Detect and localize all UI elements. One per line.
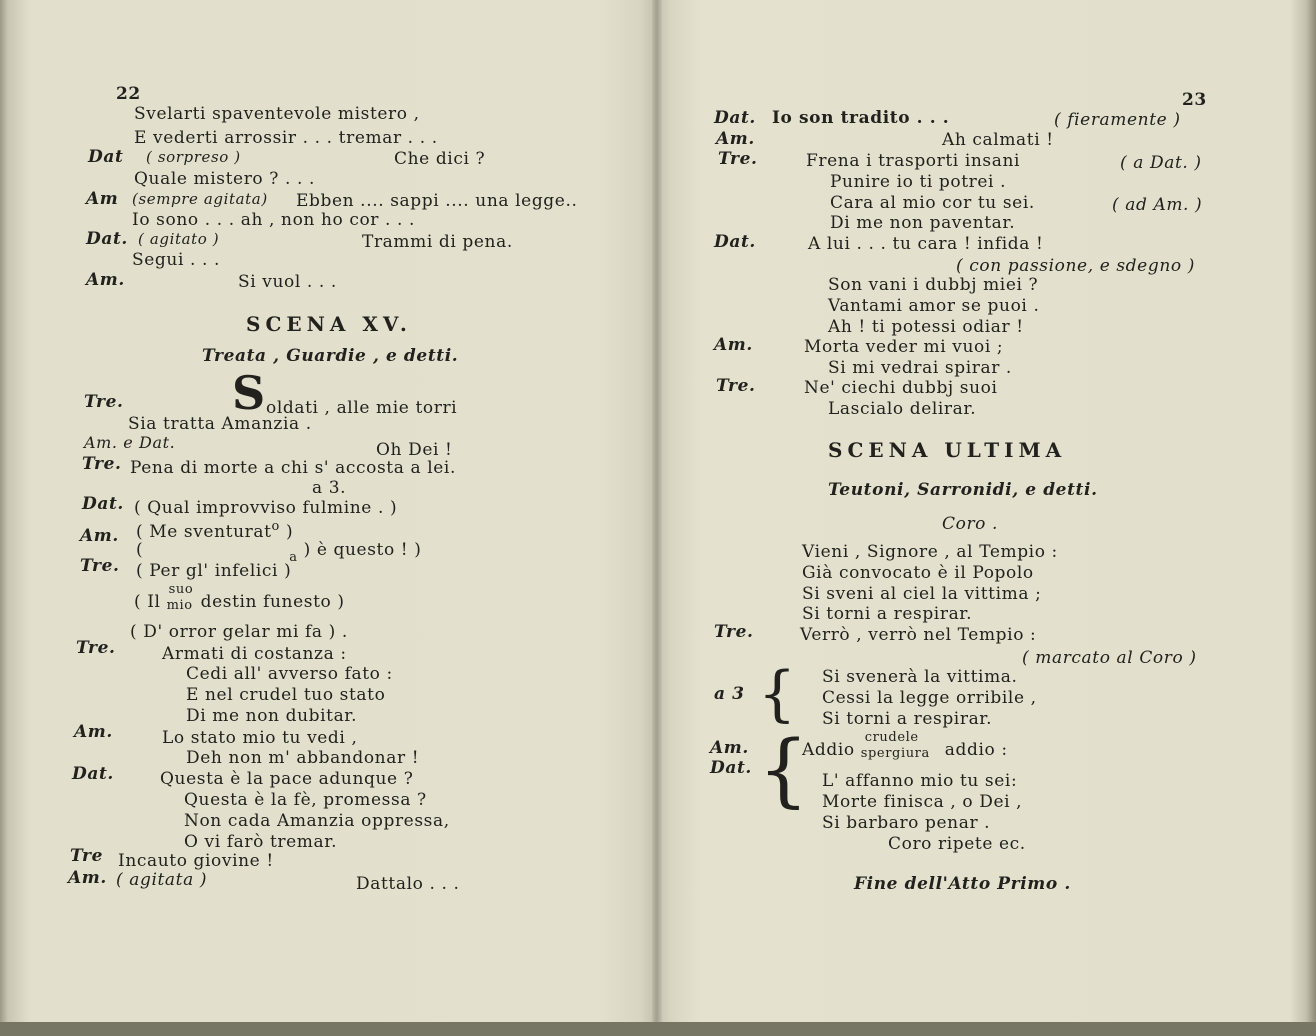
verse-line: Armati di costanza :	[162, 644, 347, 664]
chorus-label: Coro .	[942, 514, 999, 534]
speaker-label: Tre.	[714, 622, 754, 642]
stage-direction: ( sorpreso )	[146, 148, 241, 166]
brace: {	[758, 723, 809, 816]
speaker-label: Am.	[714, 335, 753, 355]
right-page	[664, 0, 1314, 1020]
speaker-label: Am.	[86, 270, 125, 290]
speaker-label: Tre.	[84, 392, 124, 412]
verse-line: Segui . . .	[132, 250, 220, 270]
verse-line: Questa è la fè, promessa ?	[184, 790, 427, 810]
verse-line: Lascialo delirar.	[828, 399, 977, 419]
verse-line: Oh Dei !	[376, 440, 453, 460]
speaker-label: Tre.	[80, 556, 120, 576]
verse-line: Cedi all' avverso fato :	[186, 664, 393, 684]
speaker-label: Dat.	[714, 108, 756, 128]
verse-line: E vederti arrossir . . . tremar . . .	[134, 128, 438, 148]
verse-line: Frena i trasporti insani	[806, 151, 1021, 171]
verse-line: Si sveni al ciel la vittima ;	[802, 584, 1042, 604]
verse-line: A lui . . . tu cara ! infida !	[808, 234, 1044, 254]
verse-line: Ah ! ti potessi odiar !	[828, 317, 1024, 337]
speaker-label: Dat	[88, 147, 124, 167]
verse-line: Verrò , verrò nel Tempio :	[800, 625, 1037, 645]
stage-direction: ( agitata )	[116, 870, 208, 890]
stage-direction: ( ad Am. )	[1112, 195, 1203, 215]
verse-line: Si vuol . . .	[238, 272, 337, 292]
scene-title: SCENA XV.	[246, 312, 412, 336]
drop-cap: S	[232, 366, 266, 420]
stage-direction: ( fieramente )	[1054, 110, 1181, 130]
verse-line: Svelarti spaventevole mistero ,	[134, 104, 420, 124]
verse-line: Cessi la legge orribile ,	[822, 688, 1037, 708]
speaker-label: Tre.	[718, 149, 758, 169]
scene-title: SCENA ULTIMA	[828, 438, 1067, 462]
verse-line: Cara al mio cor tu sei.	[830, 193, 1035, 213]
verse-line: ( Qual improvviso fulmine . )	[134, 498, 398, 518]
brace: {	[758, 659, 797, 729]
verse-line: Coro ripete ec.	[888, 834, 1026, 854]
verse-line: Vieni , Signore , al Tempio :	[802, 542, 1058, 562]
speaker-label: Am.	[74, 722, 113, 742]
speaker-label: a 3	[714, 684, 745, 704]
verse-line: Morte finisca , o Dei ,	[822, 792, 1023, 812]
verse-line: Di me non paventar.	[830, 213, 1016, 233]
verse-line: Morta veder mi vuoi ;	[804, 337, 1004, 357]
speaker-label: Am.	[80, 526, 119, 546]
verse-line: Si svenerà la vittima.	[822, 667, 1018, 687]
speaker-label: Dat.	[82, 494, 124, 514]
speaker-label: Am.	[716, 129, 755, 149]
verse-line: Io sono . . . ah , non ho cor . . .	[132, 210, 416, 230]
speaker-label: Dat.	[714, 232, 756, 252]
stage-direction: ( con passione, e sdegno )	[956, 256, 1195, 276]
verse-line: L' affanno mio tu sei:	[822, 771, 1018, 791]
speaker-label: Tre.	[76, 638, 116, 658]
verse-line: oldati , alle mie torri	[266, 398, 458, 418]
verse-line: Pena di morte a chi s' accosta a lei.	[130, 458, 456, 478]
verse-line: Di me non dubitar.	[186, 706, 358, 726]
book-gutter	[652, 0, 662, 1036]
verse-line: Questa è la pace adunque ?	[160, 769, 414, 789]
verse-line: Quale mistero ? . . .	[134, 169, 315, 189]
verse-line: Si torni a respirar.	[802, 604, 973, 624]
verse-line: Punire io ti potrei .	[830, 172, 1007, 192]
speaker-label: Tre.	[716, 376, 756, 396]
speaker-label: Am.	[710, 738, 749, 758]
stage-direction: ( a Dat. )	[1120, 153, 1202, 173]
verse-line: ( Per gl' infelici )	[136, 561, 292, 581]
verse-line: Io son tradito . . .	[772, 108, 950, 128]
book-bottom-edge	[0, 1022, 1316, 1036]
verse-line: O vi farò tremar.	[184, 832, 338, 852]
speaker-label: Dat.	[72, 764, 114, 784]
speaker-label: Am.	[68, 868, 107, 888]
verse-line: ( Me sventurat$^o$ )	[136, 519, 294, 542]
speaker-label: Tre.	[82, 454, 122, 474]
verse-line: Ne' ciechi dubbj suoi	[804, 378, 998, 398]
left-page	[0, 0, 650, 1020]
verse-line: Si torni a respirar.	[822, 709, 993, 729]
scene-cast: Teutoni, Sarronidi, e detti.	[828, 480, 1098, 500]
stage-direction: (sempre agitata)	[132, 190, 268, 208]
page-number: 22	[116, 84, 141, 104]
verse-line: Son vani i dubbj miei ?	[828, 275, 1039, 295]
speaker-label: Dat.	[86, 229, 128, 249]
verse-line: Ebben .... sappi .... una legge..	[296, 191, 578, 211]
verse-line: Lo stato mio tu vedi ,	[162, 728, 358, 748]
verse-line: Si mi vedrai spirar .	[828, 358, 1012, 378]
verse-line: Vantami amor se puoi .	[828, 296, 1040, 316]
verse-line: Ah calmati !	[942, 130, 1054, 150]
speaker-label: Am	[86, 189, 119, 209]
verse-line: E nel crudel tuo stato	[186, 685, 386, 705]
page-number: 23	[1182, 90, 1207, 110]
speaker-label: Dat.	[710, 758, 752, 778]
verse-line: Dattalo . . .	[356, 874, 460, 894]
verse-line: ( D' orror gelar mi fa ) .	[130, 622, 348, 642]
stage-direction: ( agitato )	[138, 230, 220, 248]
act-end: Fine dell'Atto Primo .	[854, 874, 1071, 894]
verse-line: Sia tratta Amanzia .	[128, 414, 312, 434]
stage-direction: ( marcato al Coro )	[1022, 648, 1197, 668]
verse-line: ( $_a$ ) è questo ! )	[136, 540, 422, 565]
verse-line: Trammi di pena.	[362, 232, 513, 252]
verse-line: Si barbaro penar .	[822, 813, 991, 833]
verse-line: Deh non m' abbandonar !	[186, 748, 420, 768]
verse-line: Non cada Amanzia oppressa,	[184, 811, 450, 831]
verse-line: Che dici ?	[394, 149, 486, 169]
verse-line: Addio crudele spergiura addio :	[802, 730, 1008, 761]
ensemble-marker: a 3.	[312, 478, 347, 498]
scene-cast: Treata , Guardie , e detti.	[202, 346, 459, 366]
verse-line: ( Il suo mio destin funesto )	[134, 582, 345, 613]
verse-line: Incauto giovine !	[118, 851, 274, 871]
speaker-label: Am. e Dat.	[84, 433, 176, 452]
speaker-label: Tre	[70, 846, 103, 866]
verse-line: Già convocato è il Popolo	[802, 563, 1034, 583]
